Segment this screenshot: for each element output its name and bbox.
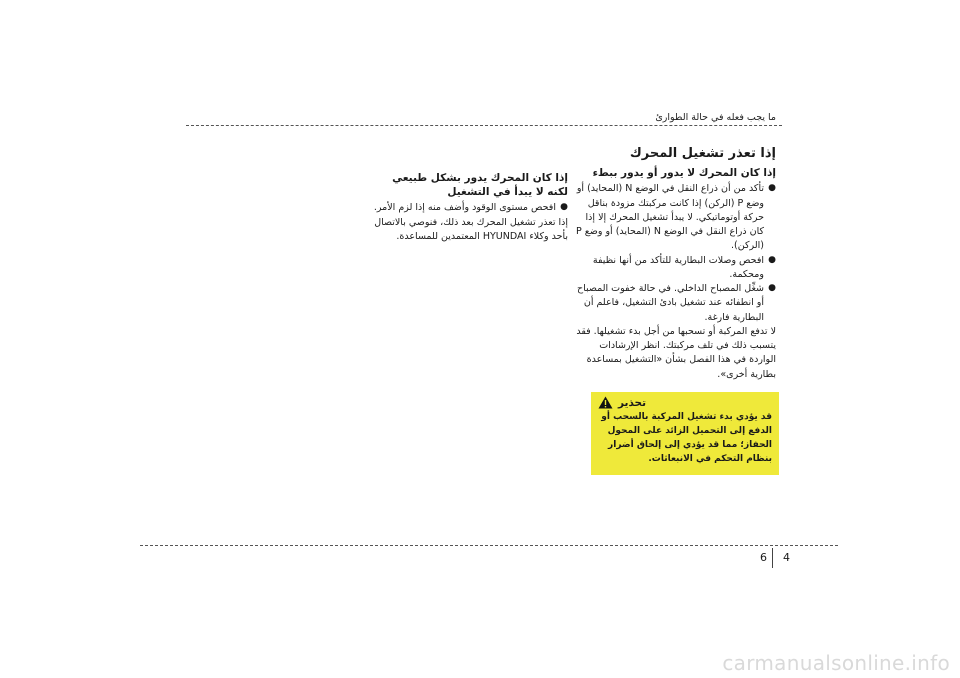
- warning-text: قد يؤدي بدء تشغيل المركبة بالسحب أو الدفع إلى التحميل الزائد على المحول الحفاز؛ مما قد يؤدي إلى إلحاق أضرار بنظام التحكم في الانبعاثات.: [601, 412, 772, 464]
- bullet-icon: ●: [768, 283, 776, 294]
- right-column: [576, 146, 776, 382]
- list-item-text: تأكد من أن ذراع النقل في الوضع N (المحايد) أو وضع P (الركن) إذا كانت مركبتك مزودة بناقل حركة أوتوماتيكي. لا يبدأ تشغيل المحرك إلا إذا كان ذراع النقل في الوضع N (المحايد) أو وضع P (الركن).: [575, 183, 764, 252]
- list-item: [576, 282, 776, 325]
- header-divider: [186, 125, 782, 126]
- footer-divider: [140, 545, 838, 546]
- list-item-text: شغِّل المصباح الداخلي. في حالة خفوت المصباح أو انطفائه عند تشغيل بادئ التشغيل، فاعلم أن البطارية فارغة.: [576, 283, 764, 323]
- page-number: [760, 550, 790, 564]
- section-title: إذا تعذر تشغيل المحرك: [629, 146, 776, 161]
- page-number-value: 4: [783, 550, 790, 564]
- list-item-text: افحص مستوى الوقود وأضف منه إذا لزم الأمر.: [373, 202, 556, 214]
- left-column: [372, 171, 568, 244]
- chapter-number: 6: [760, 550, 767, 564]
- note-paragraph: إذا تعذر تشغيل المحرك بعد ذلك، فنوصي بالاتصال بأحد وكلاء HYUNDAI المعتمدين للمساعدة.: [374, 216, 568, 242]
- note-paragraph: لا تدفع المركبة أو تسحبها من أجل بدء تشغيلها. فقد يتسبب ذلك في تلف مركبتك. انظر الإرشادات الواردة في هذا الفصل بشأن «التشغيل بمساعدة بطارية أخرى».: [576, 325, 776, 380]
- warning-header: [598, 396, 772, 409]
- list-item: [576, 182, 776, 253]
- bullet-icon: ●: [560, 202, 568, 213]
- bullet-list: [372, 201, 568, 215]
- bullet-list: [576, 182, 776, 325]
- page-header-title: ما يجب فعله في حالة الطوارئ: [655, 112, 776, 123]
- page-number-separator: [772, 548, 773, 568]
- list-item: [576, 254, 776, 283]
- list-item: [372, 201, 568, 215]
- subsection-title: إذا كان المحرك لا يدور أو يدور ببطء: [592, 167, 776, 180]
- bullet-icon: ●: [768, 254, 776, 265]
- warning-triangle-icon: [598, 396, 613, 409]
- watermark-text: carmanualsonline.info: [722, 651, 950, 675]
- list-item-text: افحص وصلات البطارية للتأكد من أنها نظيفة ومحكمة.: [592, 254, 764, 280]
- subsection-title: إذا كان المحرك يدور بشكل طبيعي لكنه لا يبدأ في التشغيل: [392, 172, 568, 199]
- bullet-icon: ●: [768, 183, 776, 194]
- warning-box: [591, 392, 779, 475]
- warning-title: تحذير: [618, 396, 647, 409]
